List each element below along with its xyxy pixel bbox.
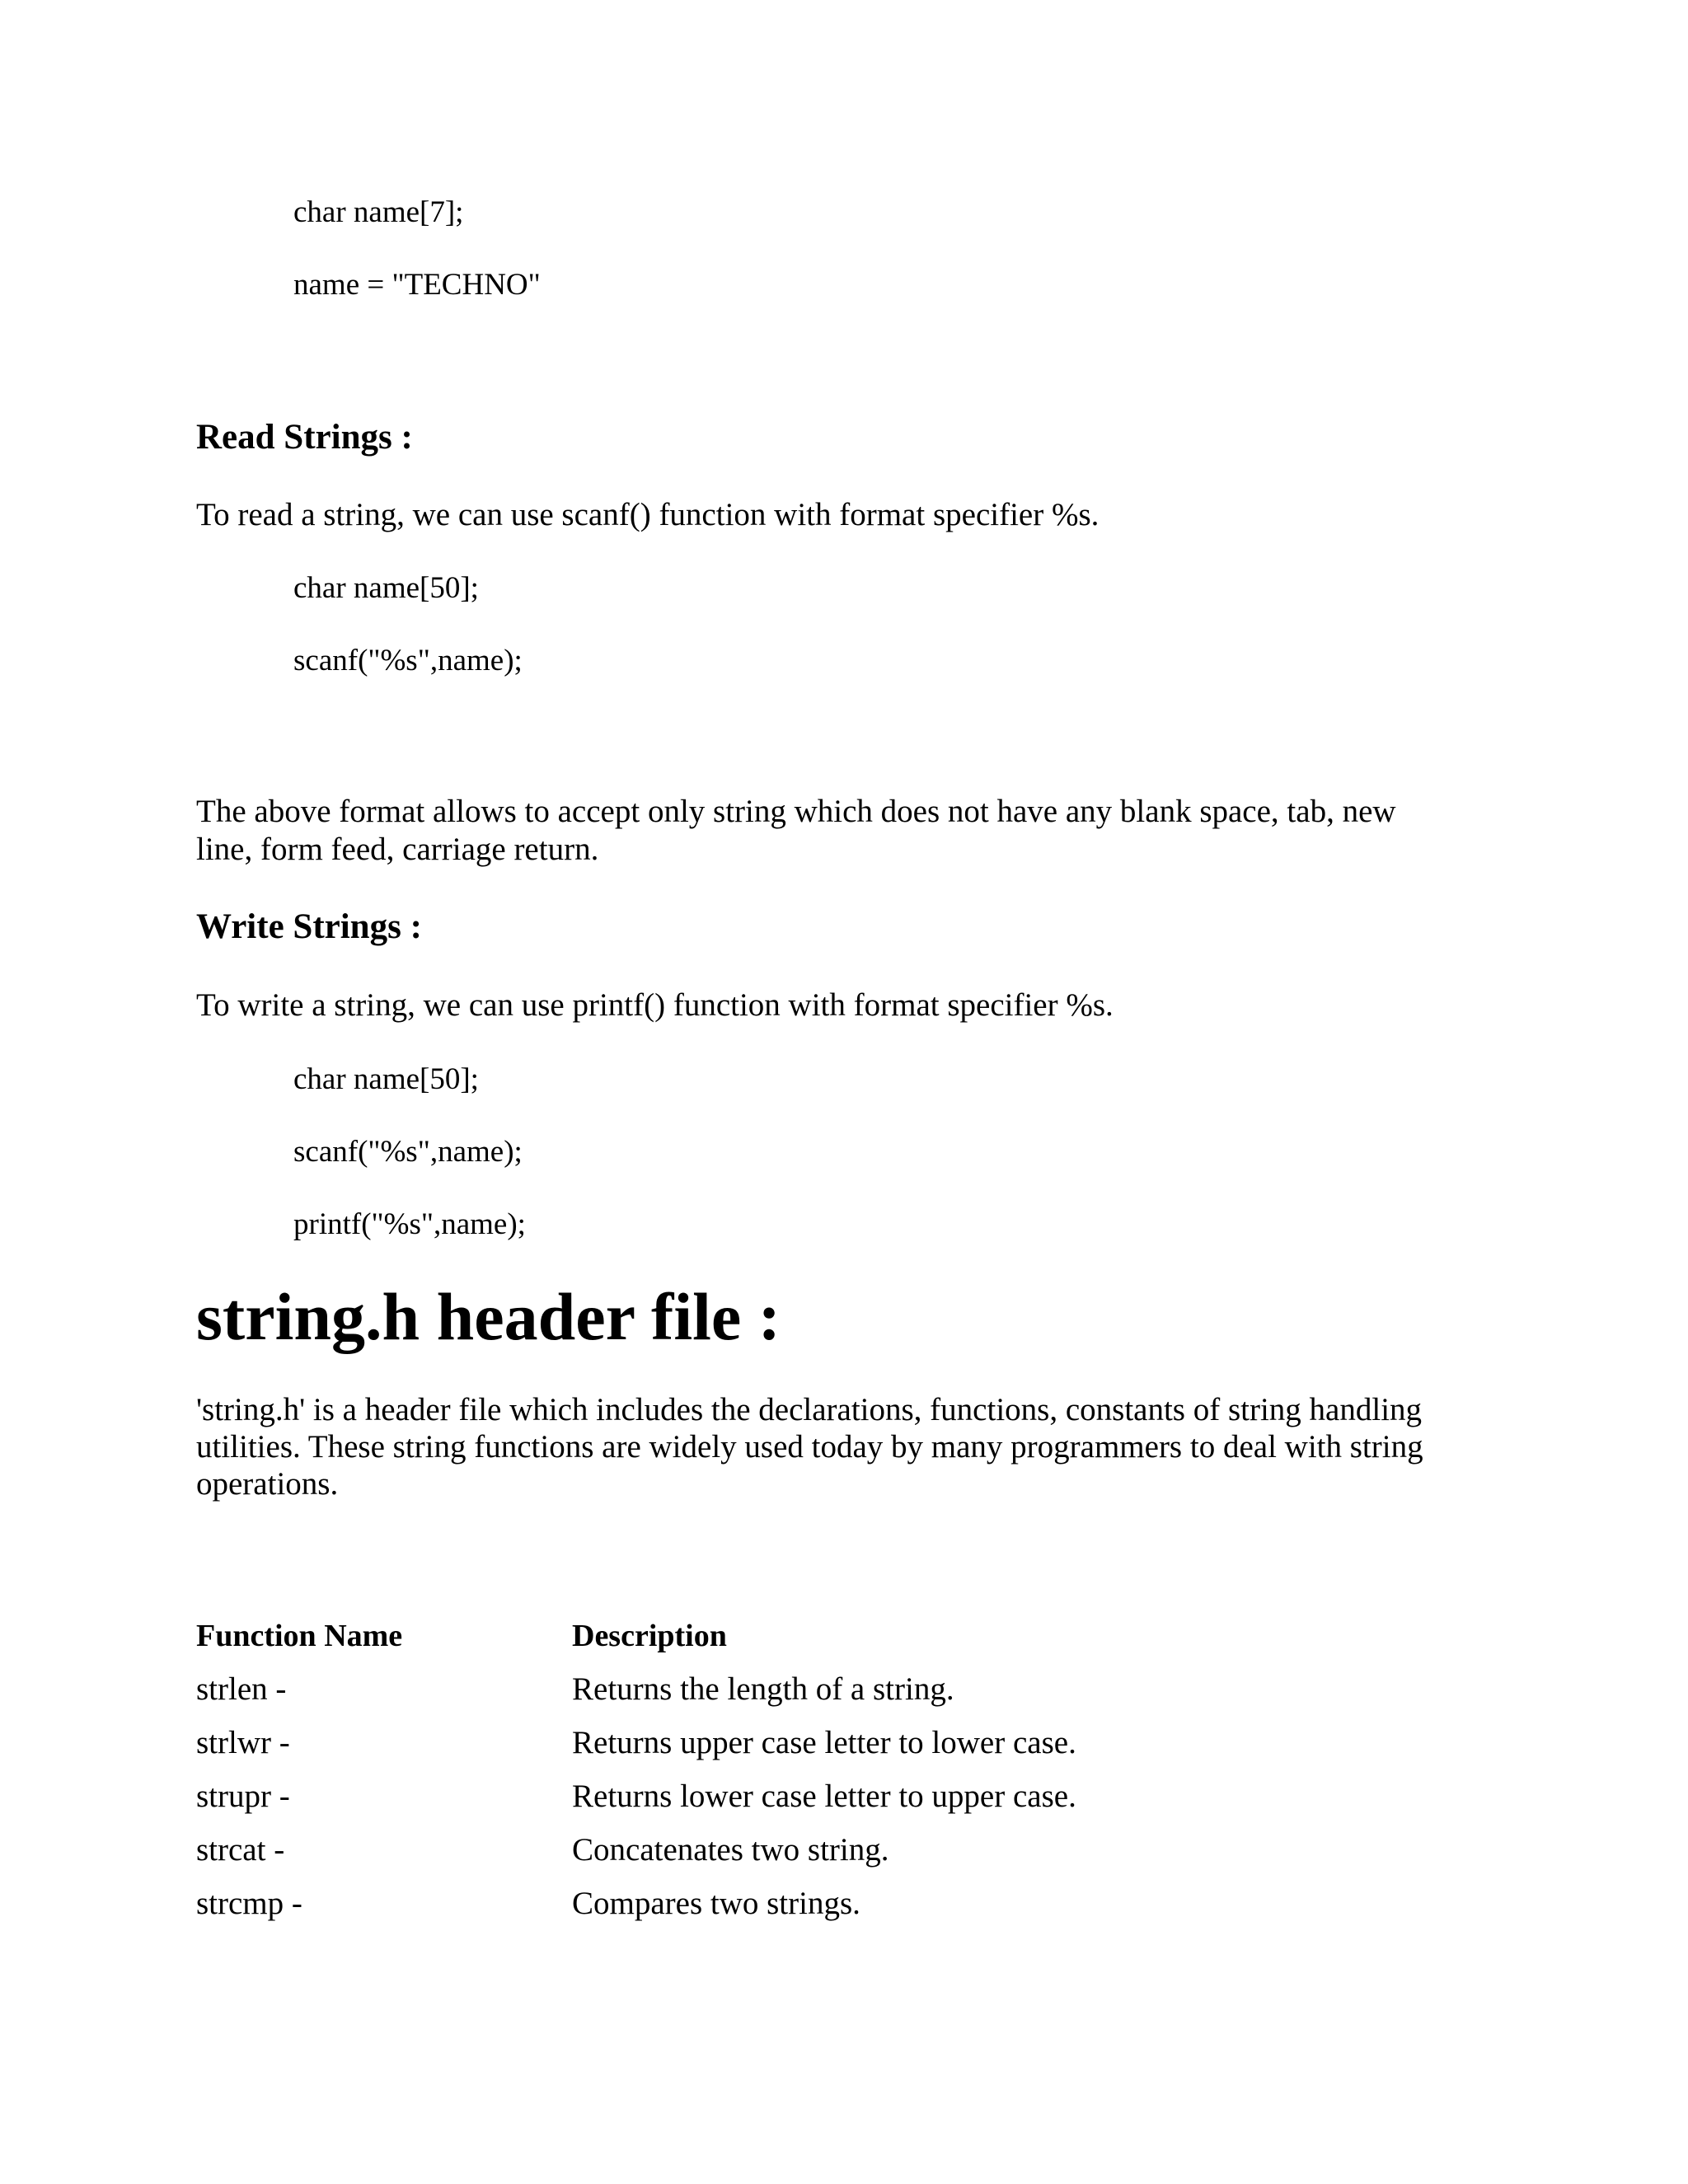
column-header-description: Description <box>572 1619 727 1653</box>
string-h-para-line-3: operations. <box>196 1466 339 1502</box>
code-line: char name[7]; <box>293 195 464 229</box>
description-cell: Returns the length of a string. <box>572 1671 954 1707</box>
table-row <box>196 1885 1432 1938</box>
code-line: printf("%s",name); <box>293 1207 526 1241</box>
functions-table <box>196 1617 1432 1938</box>
function-name-cell: strcat - <box>196 1832 285 1868</box>
write-strings-intro: To write a string, we can use printf() function with format specifier %s. <box>196 987 1114 1023</box>
string-h-para-line-2: utilities. These string functions are widely used today by many programmers to deal with string <box>196 1429 1423 1465</box>
code-line: scanf("%s",name); <box>293 644 523 677</box>
section-title-string-h: string.h header file : <box>196 1279 781 1354</box>
read-strings-intro: To read a string, we can use scanf() function with format specifier %s. <box>196 497 1100 532</box>
section-heading-read-strings: Read Strings : <box>196 418 413 457</box>
read-strings-note-line-2: line, form feed, carriage return. <box>196 832 599 867</box>
column-header-function-name: Function Name <box>196 1619 403 1653</box>
code-line: char name[50]; <box>293 571 479 605</box>
code-line: name = "TECHNO" <box>293 268 541 302</box>
description-cell: Returns upper case letter to lower case. <box>572 1725 1076 1760</box>
section-heading-write-strings: Write Strings : <box>196 907 422 946</box>
function-name-cell: strlwr - <box>196 1725 290 1760</box>
function-name-cell: strupr - <box>196 1779 290 1814</box>
code-line: scanf("%s",name); <box>293 1135 523 1169</box>
string-h-para-line-1: 'string.h' is a header file which includes the declarations, functions, constants of string handling <box>196 1392 1423 1427</box>
code-line: char name[50]; <box>293 1062 479 1096</box>
function-name-cell: strlen - <box>196 1671 287 1707</box>
table-row <box>196 1778 1432 1831</box>
table-row <box>196 1724 1432 1778</box>
table-header-row <box>196 1617 1432 1671</box>
description-cell: Returns lower case letter to upper case. <box>572 1779 1076 1814</box>
read-strings-note-line-1: The above format allows to accept only string which does not have any blank space, tab, new <box>196 794 1396 829</box>
table-row <box>196 1831 1432 1885</box>
function-name-cell: strcmp - <box>196 1886 302 1921</box>
table-row <box>196 1671 1432 1724</box>
description-cell: Compares two strings. <box>572 1886 860 1921</box>
description-cell: Concatenates two string. <box>572 1832 889 1868</box>
